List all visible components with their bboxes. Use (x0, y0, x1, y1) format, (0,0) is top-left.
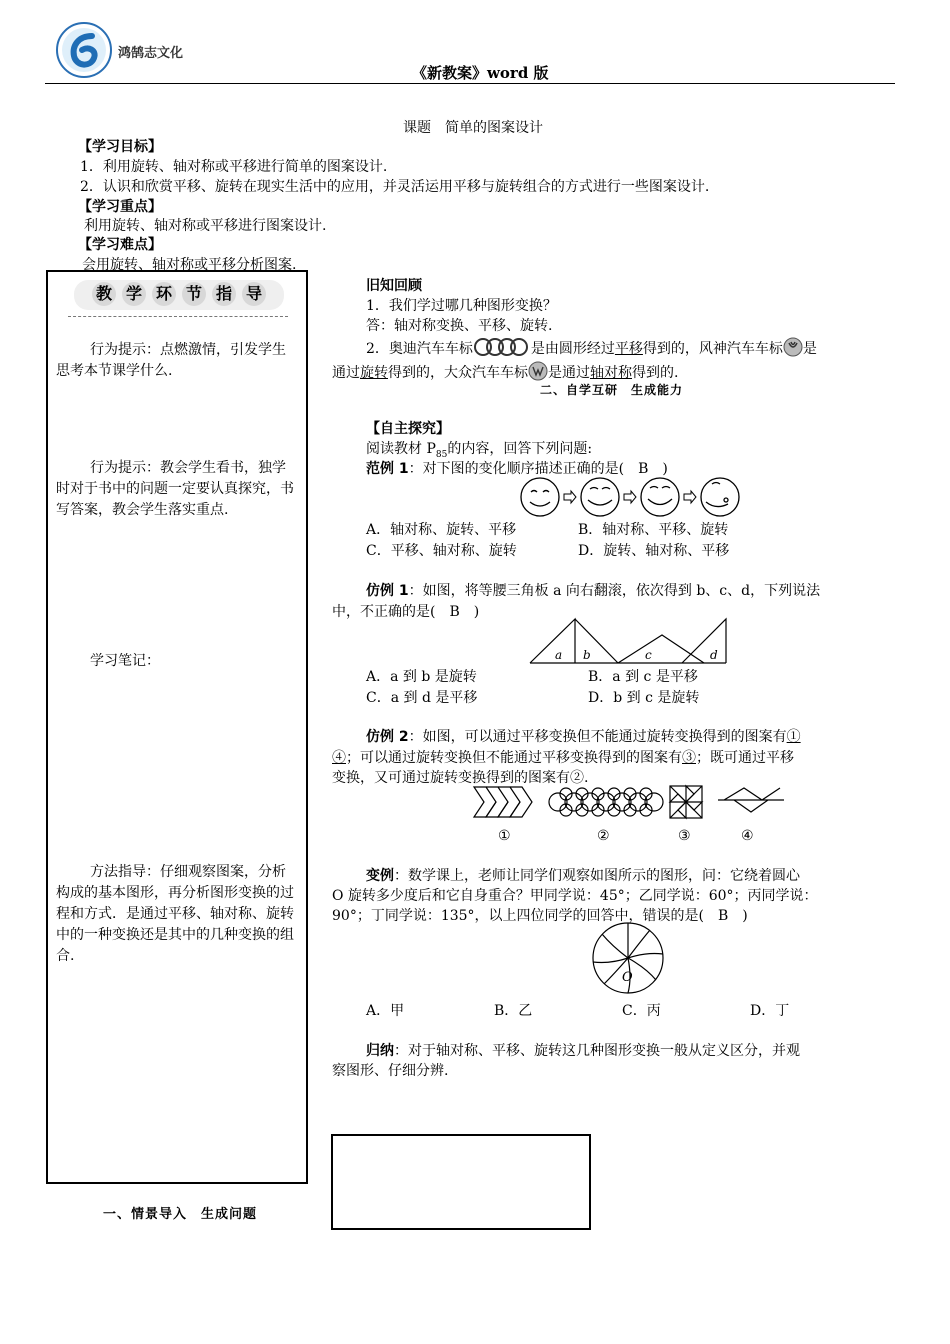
page-number: 85 (435, 449, 448, 460)
ex1-option-a: A．轴对称、旋转、平移 (366, 522, 517, 538)
guide-sidebar (46, 270, 308, 1184)
imitation-1-cont: 中，不正确的是( B ) (332, 604, 480, 620)
answer: ① (786, 729, 801, 745)
banner-char: 环 (152, 282, 176, 306)
tip-2: 行为提示：教会学生看书，独学时对于书中的问题一定要认真探究，书写答案，教会学生落实重点. (56, 460, 294, 518)
tri-label-c: c (645, 648, 652, 662)
faces-figure (520, 474, 740, 524)
text: 得到的，大众汽车车标 (388, 365, 528, 381)
pattern-label-1: ① (498, 828, 511, 844)
variation-cont: O 旋转多少度后和它自身重合？甲同学说：45°；乙同学说：60°；丙同学说： (332, 888, 818, 904)
im1-option-d: D．b 到 c 是旋转 (588, 690, 700, 706)
variation-cont2: 90°；丁同学说：135°，以上四位同学的回答中，错误的是( B ) (332, 908, 748, 924)
pattern-label-4: ④ (741, 828, 754, 844)
var-option-b: B．乙 (494, 1003, 533, 1019)
label: 变例 (366, 868, 394, 884)
explore-intro (366, 438, 592, 460)
review-q2-cont (332, 361, 678, 382)
patterns-figure (472, 784, 792, 824)
variation (366, 865, 800, 885)
objectives-heading: 【学习目标】 (78, 139, 162, 155)
pinwheel-circle-figure (588, 922, 668, 998)
text: 是由圆形经过 (530, 341, 615, 357)
tri-label-d: d (710, 648, 718, 662)
objective-1: 1．利用旋转、轴对称或平移进行简单的图案设计. (80, 159, 388, 175)
text: ；既可通过平移 (696, 750, 794, 766)
text: ：对下图的变化顺序描述正确的是( B ) (408, 461, 668, 477)
doc-label: 《新教案》word 版 (412, 64, 549, 82)
circle-center-label: O (622, 970, 633, 985)
text: 得到的. (632, 365, 679, 381)
review-q1: 1．我们学过哪几种图形变换？ (366, 298, 557, 314)
answer: ④ (332, 750, 346, 766)
text: 的内容，回答下列问题: (447, 441, 593, 457)
review-heading: 旧知回顾 (366, 278, 422, 294)
answer: 轴对称 (590, 365, 632, 381)
answer: 平移 (614, 341, 643, 357)
answer: 旋转 (360, 365, 388, 381)
company-name: 鸿鹄志文化 (118, 46, 184, 61)
audi-logo-icon (473, 337, 531, 357)
text: 通过 (332, 365, 360, 381)
logo (56, 22, 112, 78)
difficulty-text: 会用旋转、轴对称或平移分析图案. (82, 257, 297, 273)
guide-banner (74, 280, 284, 310)
imitation-2 (366, 726, 801, 746)
pattern-label-3: ③ (678, 828, 691, 844)
im1-option-b: B．a 到 c 是平移 (588, 669, 698, 685)
summary (366, 1040, 800, 1060)
page-title: 课题 简单的图案设计 (403, 120, 543, 136)
banner-char: 教 (92, 282, 116, 306)
method-guide: 方法指导：仔细观察图案，分析构成的基本图形，再分析图形变换的过程和方式．是通过平移、轴对称、旋转中的一种变换还是其中的几种变换的组合. (56, 864, 294, 964)
dongfeng-logo-icon (783, 337, 803, 357)
vw-logo-icon (528, 361, 548, 381)
keypoint-heading: 【学习重点】 (78, 199, 162, 215)
explore-heading: 【自主探究】 (366, 421, 450, 437)
im1-option-c: C．a 到 d 是平移 (366, 690, 478, 706)
banner-char: 学 (122, 282, 146, 306)
var-option-c: C．丙 (622, 1003, 661, 1019)
text: ：对于轴对称、平移、旋转这几种图形变换一般从定义区分，并观 (394, 1043, 800, 1059)
imitation-2-cont2: 变换，又可通过旋转变换得到的图案有②. (332, 770, 589, 786)
banner-divider (68, 316, 288, 317)
text: 是 (802, 341, 817, 357)
tri-label-a: a (555, 648, 563, 662)
header-rule (45, 83, 895, 84)
text: ：如图，可以通过平移变换但不能通过旋转变换得到的图案有 (408, 729, 787, 745)
banner-char: 节 (182, 282, 206, 306)
text: ：如图，将等腰三角板 a 向右翻滚，依次得到 b、c、d，下列说法 (408, 583, 821, 599)
tri-label-b: b (583, 648, 591, 662)
banner-char: 指 (212, 282, 236, 306)
label: 归纳 (366, 1043, 394, 1059)
label: 仿例 1 (366, 583, 409, 599)
text: 得到的，风神汽车车标 (642, 341, 783, 357)
im1-option-a: A．a 到 b 是旋转 (366, 669, 477, 685)
pattern-label-2: ② (597, 828, 610, 844)
objective-2: 2．认识和欣赏平移、旋转在现实生活中的应用，并灵活运用平移与旋转组合的方式进行一些图案设计. (80, 179, 710, 195)
text: 2．奥迪汽车车标 (366, 341, 473, 357)
var-option-a: A．甲 (366, 1003, 405, 1019)
keypoint-text: 利用旋转、轴对称或平移进行图案设计. (84, 218, 327, 234)
text: 是通过 (548, 365, 590, 381)
summary-cont: 察图形、仔细分辨. (332, 1063, 449, 1079)
section-2-label: 二、自学互研 生成能力 (540, 383, 684, 397)
review-q2 (366, 337, 817, 358)
imitation-2-cont (332, 747, 794, 767)
var-option-d: D．丁 (750, 1003, 790, 1019)
text: ：数学课上，老师让同学们观察如图所示的图形，问：它绕着圆心 (394, 868, 800, 884)
review-a1: 答：轴对称变换、平移、旋转. (366, 318, 553, 334)
empty-box (331, 1134, 591, 1230)
ex1-option-d: D．旋转、轴对称、平移 (578, 543, 730, 559)
label: 仿例 2 (366, 729, 409, 745)
text: ；可以通过旋转变换但不能通过平移变换得到的图案有 (346, 750, 682, 766)
ex1-option-c: C．平移、轴对称、旋转 (366, 543, 517, 559)
ex1-option-b: B．轴对称、平移、旋转 (578, 522, 729, 538)
difficulty-heading: 【学习难点】 (78, 237, 162, 253)
answer: ③ (682, 750, 696, 766)
imitation-1 (366, 580, 820, 600)
section-1-label: 一、情景导入 生成问题 (103, 1207, 258, 1222)
text: 阅读教材 P (366, 441, 436, 457)
label: 范例 1 (366, 461, 409, 477)
tip-1: 行为提示：点燃激情，引发学生思考本节课学什么. (56, 342, 286, 379)
notes-label: 学习笔记： (90, 653, 160, 669)
banner-char: 导 (242, 282, 266, 306)
